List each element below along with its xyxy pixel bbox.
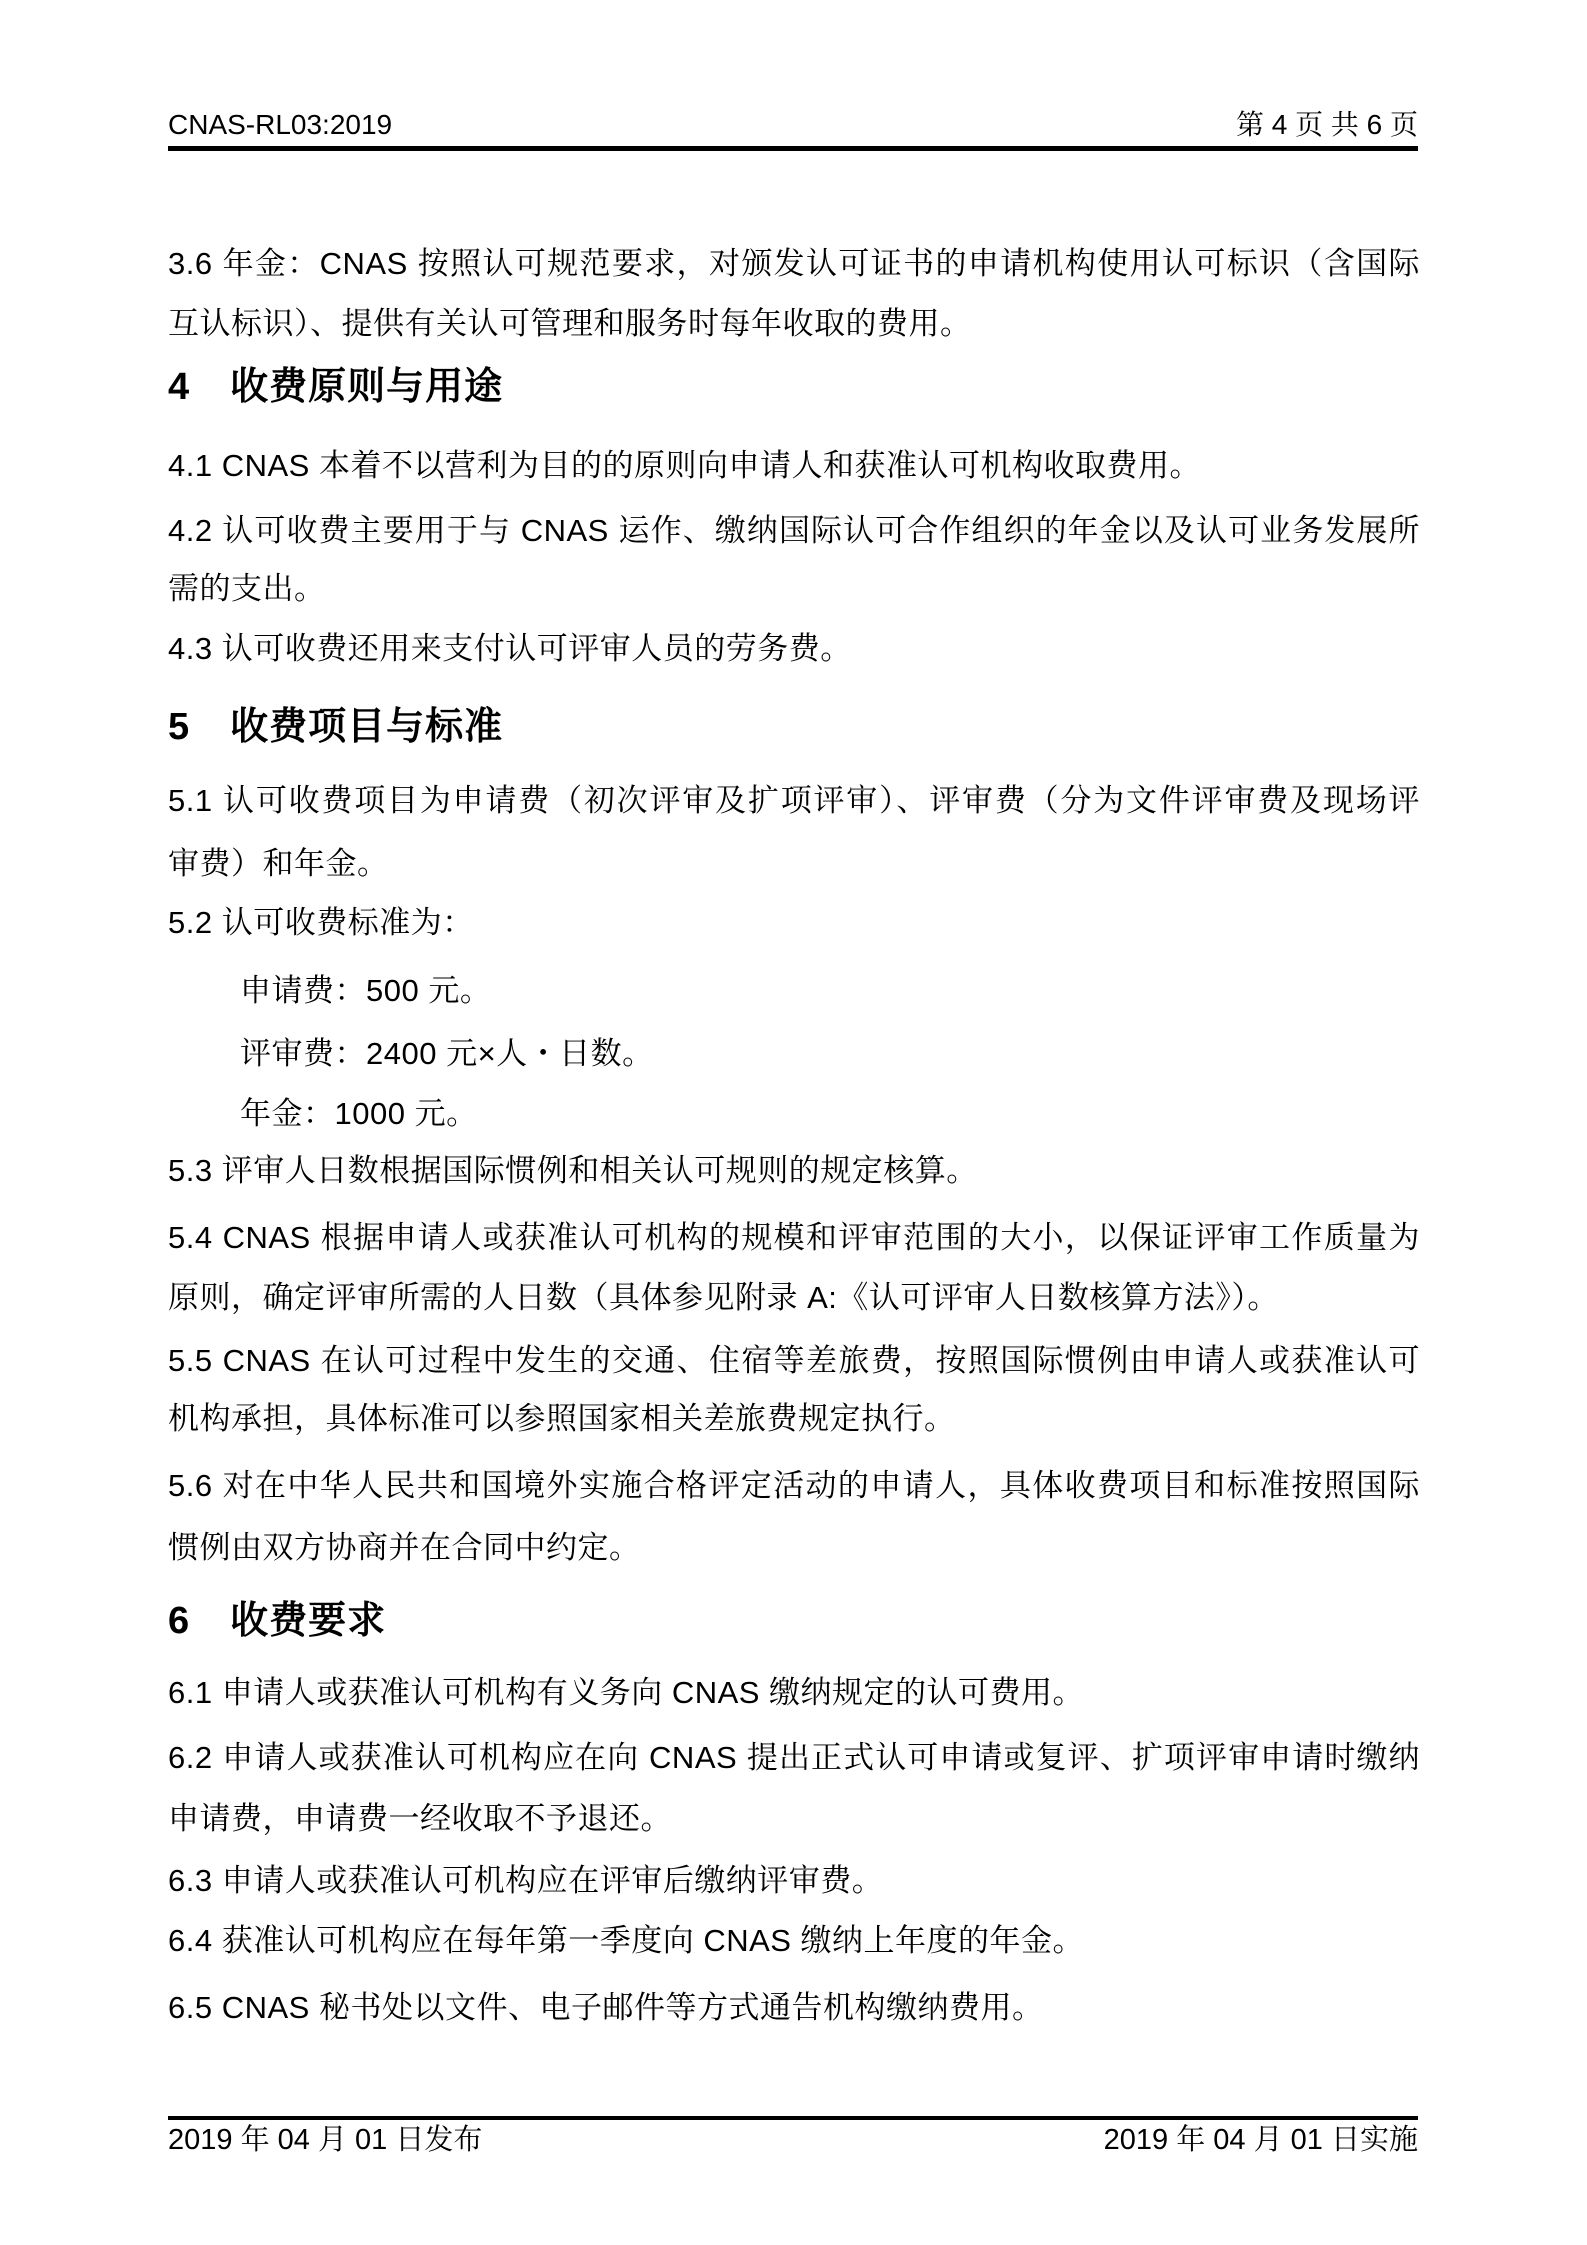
- paragraph-line: 5.4 CNAS 根据申请人或获准认可机构的规模和评审范围的大小，以保证评审工作质量为: [168, 1220, 1420, 1255]
- section-heading: [168, 357, 1420, 417]
- fee-item-line: 年金：1000 元。: [240, 1096, 478, 1131]
- section-number: 4: [168, 366, 191, 408]
- paragraph-line: 5.5 CNAS 在认可过程中发生的交通、住宿等差旅费，按照国际惯例由申请人或获准认可: [168, 1343, 1420, 1378]
- paragraph-line: 6.3 申请人或获准认可机构应在评审后缴纳评审费。: [168, 1863, 884, 1898]
- issue-date: 2019 年 04 月 01 日发布: [168, 2124, 483, 2156]
- paragraph-line: 4.1 CNAS 本着不以营利为目的的原则向申请人和获准认可机构收取费用。: [168, 448, 1201, 483]
- paragraph-line: 互认标识）、提供有关认可管理和服务时每年收取的费用。: [168, 306, 972, 341]
- section-title: 收费项目与标准: [230, 706, 504, 748]
- implement-date: 2019 年 04 月 01 日实施: [1103, 2124, 1418, 2156]
- paragraph-line: 5.1 认可收费项目为申请费（初次评审及扩项评审）、评审费（分为文件评审费及现场评: [168, 783, 1420, 818]
- paragraph-line: 5.6 对在中华人民共和国境外实施合格评定活动的申请人，具体收费项目和标准按照国际: [168, 1468, 1420, 1503]
- paragraph-line: 4.2 认可收费主要用于与 CNAS 运作、缴纳国际认可合作组织的年金以及认可业务发展所: [168, 513, 1420, 548]
- paragraph-line: 原则，确定评审所需的人日数（具体参见附录 A:《认可评审人日数核算方法》）。: [168, 1280, 1279, 1315]
- footer-rule: [168, 2116, 1418, 2120]
- page-number-indicator: 第 4 页 共 6 页: [1235, 109, 1418, 140]
- section-number: 5: [168, 706, 191, 748]
- paragraph-line: 3.6 年金：CNAS 按照认可规范要求，对颁发认可证书的申请机构使用认可标识（含国际: [168, 246, 1420, 281]
- document-code: CNAS-RL03:2019: [168, 109, 393, 140]
- section-number: 6: [168, 1600, 191, 1642]
- section-title: 收费要求: [230, 1600, 387, 1642]
- page-footer: [168, 2122, 1418, 2158]
- paragraph-line: 6.1 申请人或获准认可机构有义务向 CNAS 缴纳规定的认可费用。: [168, 1675, 1085, 1710]
- paragraph-line: 审费）和年金。: [168, 846, 389, 881]
- page-header: [168, 108, 1418, 142]
- paragraph-line: 惯例由双方协商并在合同中约定。: [168, 1530, 641, 1565]
- fee-item-line: 申请费：500 元。: [240, 973, 492, 1008]
- paragraph-line: 6.5 CNAS 秘书处以文件、电子邮件等方式通告机构缴纳费用。: [168, 1990, 1044, 2025]
- paragraph-line: 5.3 评审人日数根据国际惯例和相关认可规则的规定核算。: [168, 1153, 978, 1188]
- section-heading: [168, 697, 1420, 757]
- paragraph-line: 5.2 认可收费标准为：: [168, 905, 474, 940]
- paragraph-line: 6.2 申请人或获准认可机构应在向 CNAS 提出正式认可申请或复评、扩项评审申请时缴纳: [168, 1740, 1420, 1775]
- paragraph-line: 需的支出。: [168, 571, 326, 606]
- fee-item-line: 评审费：2400 元×人・日数。: [240, 1036, 654, 1071]
- section-heading: [168, 1591, 1420, 1651]
- paragraph-line: 机构承担，具体标准可以参照国家相关差旅费规定执行。: [168, 1401, 956, 1436]
- paragraph-line: 申请费，申请费一经收取不予退还。: [168, 1801, 672, 1836]
- section-title: 收费原则与用途: [230, 366, 504, 408]
- header-rule: [168, 146, 1418, 151]
- paragraph-line: 4.3 认可收费还用来支付认可评审人员的劳务费。: [168, 631, 852, 666]
- paragraph-line: 6.4 获准认可机构应在每年第一季度向 CNAS 缴纳上年度的年金。: [168, 1923, 1085, 1958]
